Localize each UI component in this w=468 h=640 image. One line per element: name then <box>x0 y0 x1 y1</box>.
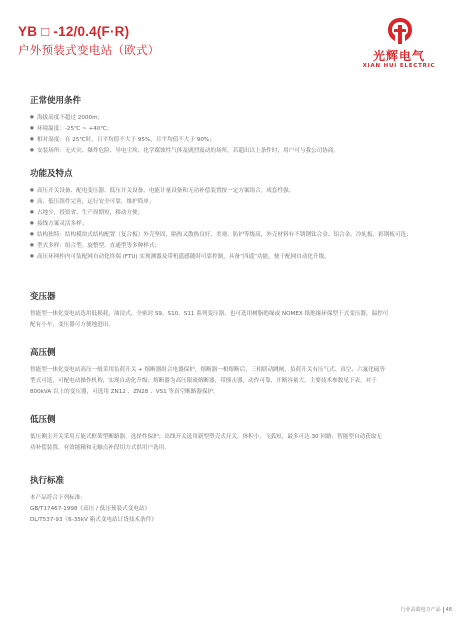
logo-english-name: XIAN HUI ELECTRIC <box>362 63 436 69</box>
low-voltage-text-line: 功补偿装置，有效能精和无触点补段切方式供用户选用。 <box>30 445 170 451</box>
section-heading-low-voltage: 低压侧 <box>30 415 56 425</box>
feature-item: ● 型式多样：组合型、旋整型、直通型等多种样式； <box>30 241 446 252</box>
standard-item: DL/T537-93《6-35kV 箱式变电站订货技术条件》 <box>30 517 157 523</box>
condition-item: ● 安装场所：无火灾、爆炸危险、导电尘埃、化学腐蚀性气体及剧烈震动的场所，若超出以上条件时，用户可与我公司协商。 <box>30 146 446 157</box>
feature-item: ● 高压开关设备、配电变压器、低压开关设备、电能计量设备和无功补偿装置按一定方案组合，成套性强； <box>30 186 446 197</box>
standards-intro: 本产品符合下列标准： <box>30 495 86 501</box>
transformer-text-line: 配有小车，变压器可方便地进出。 <box>30 322 114 328</box>
product-model-title: YB □ -12/0.4(F·R) <box>18 24 130 39</box>
section-conditions <box>30 94 446 157</box>
feature-item: ● 结构独特：结构模块式结构配置（复合板）外壳坚固，隔热又散热良好、美观、防护等级高，外壳材料有不锈钢钛合金、铝合金、冷轧板、彩钢板可选； <box>30 230 446 241</box>
footer-slogan: 行业高端电力产品 <box>400 607 441 613</box>
condition-item: ● 相对湿度：在 25℃时，日平均值不大于 95%，月平均值不大于 90%； <box>30 135 446 146</box>
condition-item: ● 海拔高度不超过 2000m； <box>30 113 446 124</box>
page-number: 48 <box>445 607 452 613</box>
section-heading-transformer: 变压器 <box>30 292 56 302</box>
transformer-text-line: 智能型一体化变电站选用低损耗、油浸式、全密封 S9、S10、S11 系列变压器，也可选用树脂绝缘或 NOMEX 纸绝缘环保型干式变压器，温控可 <box>30 311 389 317</box>
condition-item: ● 环境温度：-25℃ ~ +40℃； <box>30 124 446 135</box>
section-heading-conditions: 正常使用条件 <box>30 96 82 106</box>
section-transformer <box>30 290 446 331</box>
section-heading-standards: 执行标准 <box>30 476 65 486</box>
product-subtitle: 户外预装式变电站（欧式） <box>18 43 160 57</box>
standard-item: GB/T17467-1998《高压 / 低压预装式变电站》 <box>30 506 151 512</box>
section-heading-high-voltage: 高压侧 <box>30 348 56 358</box>
section-heading-features: 功能及特点 <box>30 169 73 179</box>
feature-item: ● 高、低压组件完善，运行安全可靠，维护简单； <box>30 197 446 208</box>
section-high-voltage <box>30 346 446 398</box>
company-logo <box>345 16 453 74</box>
logo-mark-icon <box>385 16 415 46</box>
logo-chinese-name: 光辉电气 <box>372 49 425 63</box>
high-voltage-text-line: 型式可选，可配电动操作机构，实现自动化升级；熔断器为高压限流熔断器，带撞击器，动作可靠，开断容量大，主要技术参数见下表。对于 <box>30 378 377 384</box>
section-low-voltage <box>30 413 446 454</box>
section-standards <box>30 474 446 526</box>
feature-item: ● 高压环网柜内可装配网自动化终端 (FTU) 实现测器及带机遥感随时可靠控制，具备“四遥”功能，便于配网自动化升级。 <box>30 252 446 263</box>
page-footer <box>401 606 452 613</box>
feature-item: ● 接线方案灵活多样； <box>30 219 446 230</box>
low-voltage-text-line: 低压侧主开关采用万能式框架型断路器，选择性保护；出线开关选用新型塑壳式开关，体积小，飞弧短，最多可达 30 回路；智能型自动获取无 <box>30 434 382 440</box>
feature-item: ● 占地少，投资省，生产周期短，移动方便； <box>30 208 446 219</box>
high-voltage-text-line: 800kVA 以上的变压器，可选用 ZN12 、ZN28 、VS1 等真空断路器保护。 <box>30 389 219 395</box>
section-features <box>30 167 446 263</box>
page-header <box>18 24 160 58</box>
high-voltage-text-line: 智能型一体化变电站高压一般采用负荷开关 + 熔断器组合电器保护，熔断器一相熔断后，三相联动跳闸，负荷开关有压气式、真空、六氟化硫等 <box>30 367 386 373</box>
footer-divider <box>443 607 444 613</box>
